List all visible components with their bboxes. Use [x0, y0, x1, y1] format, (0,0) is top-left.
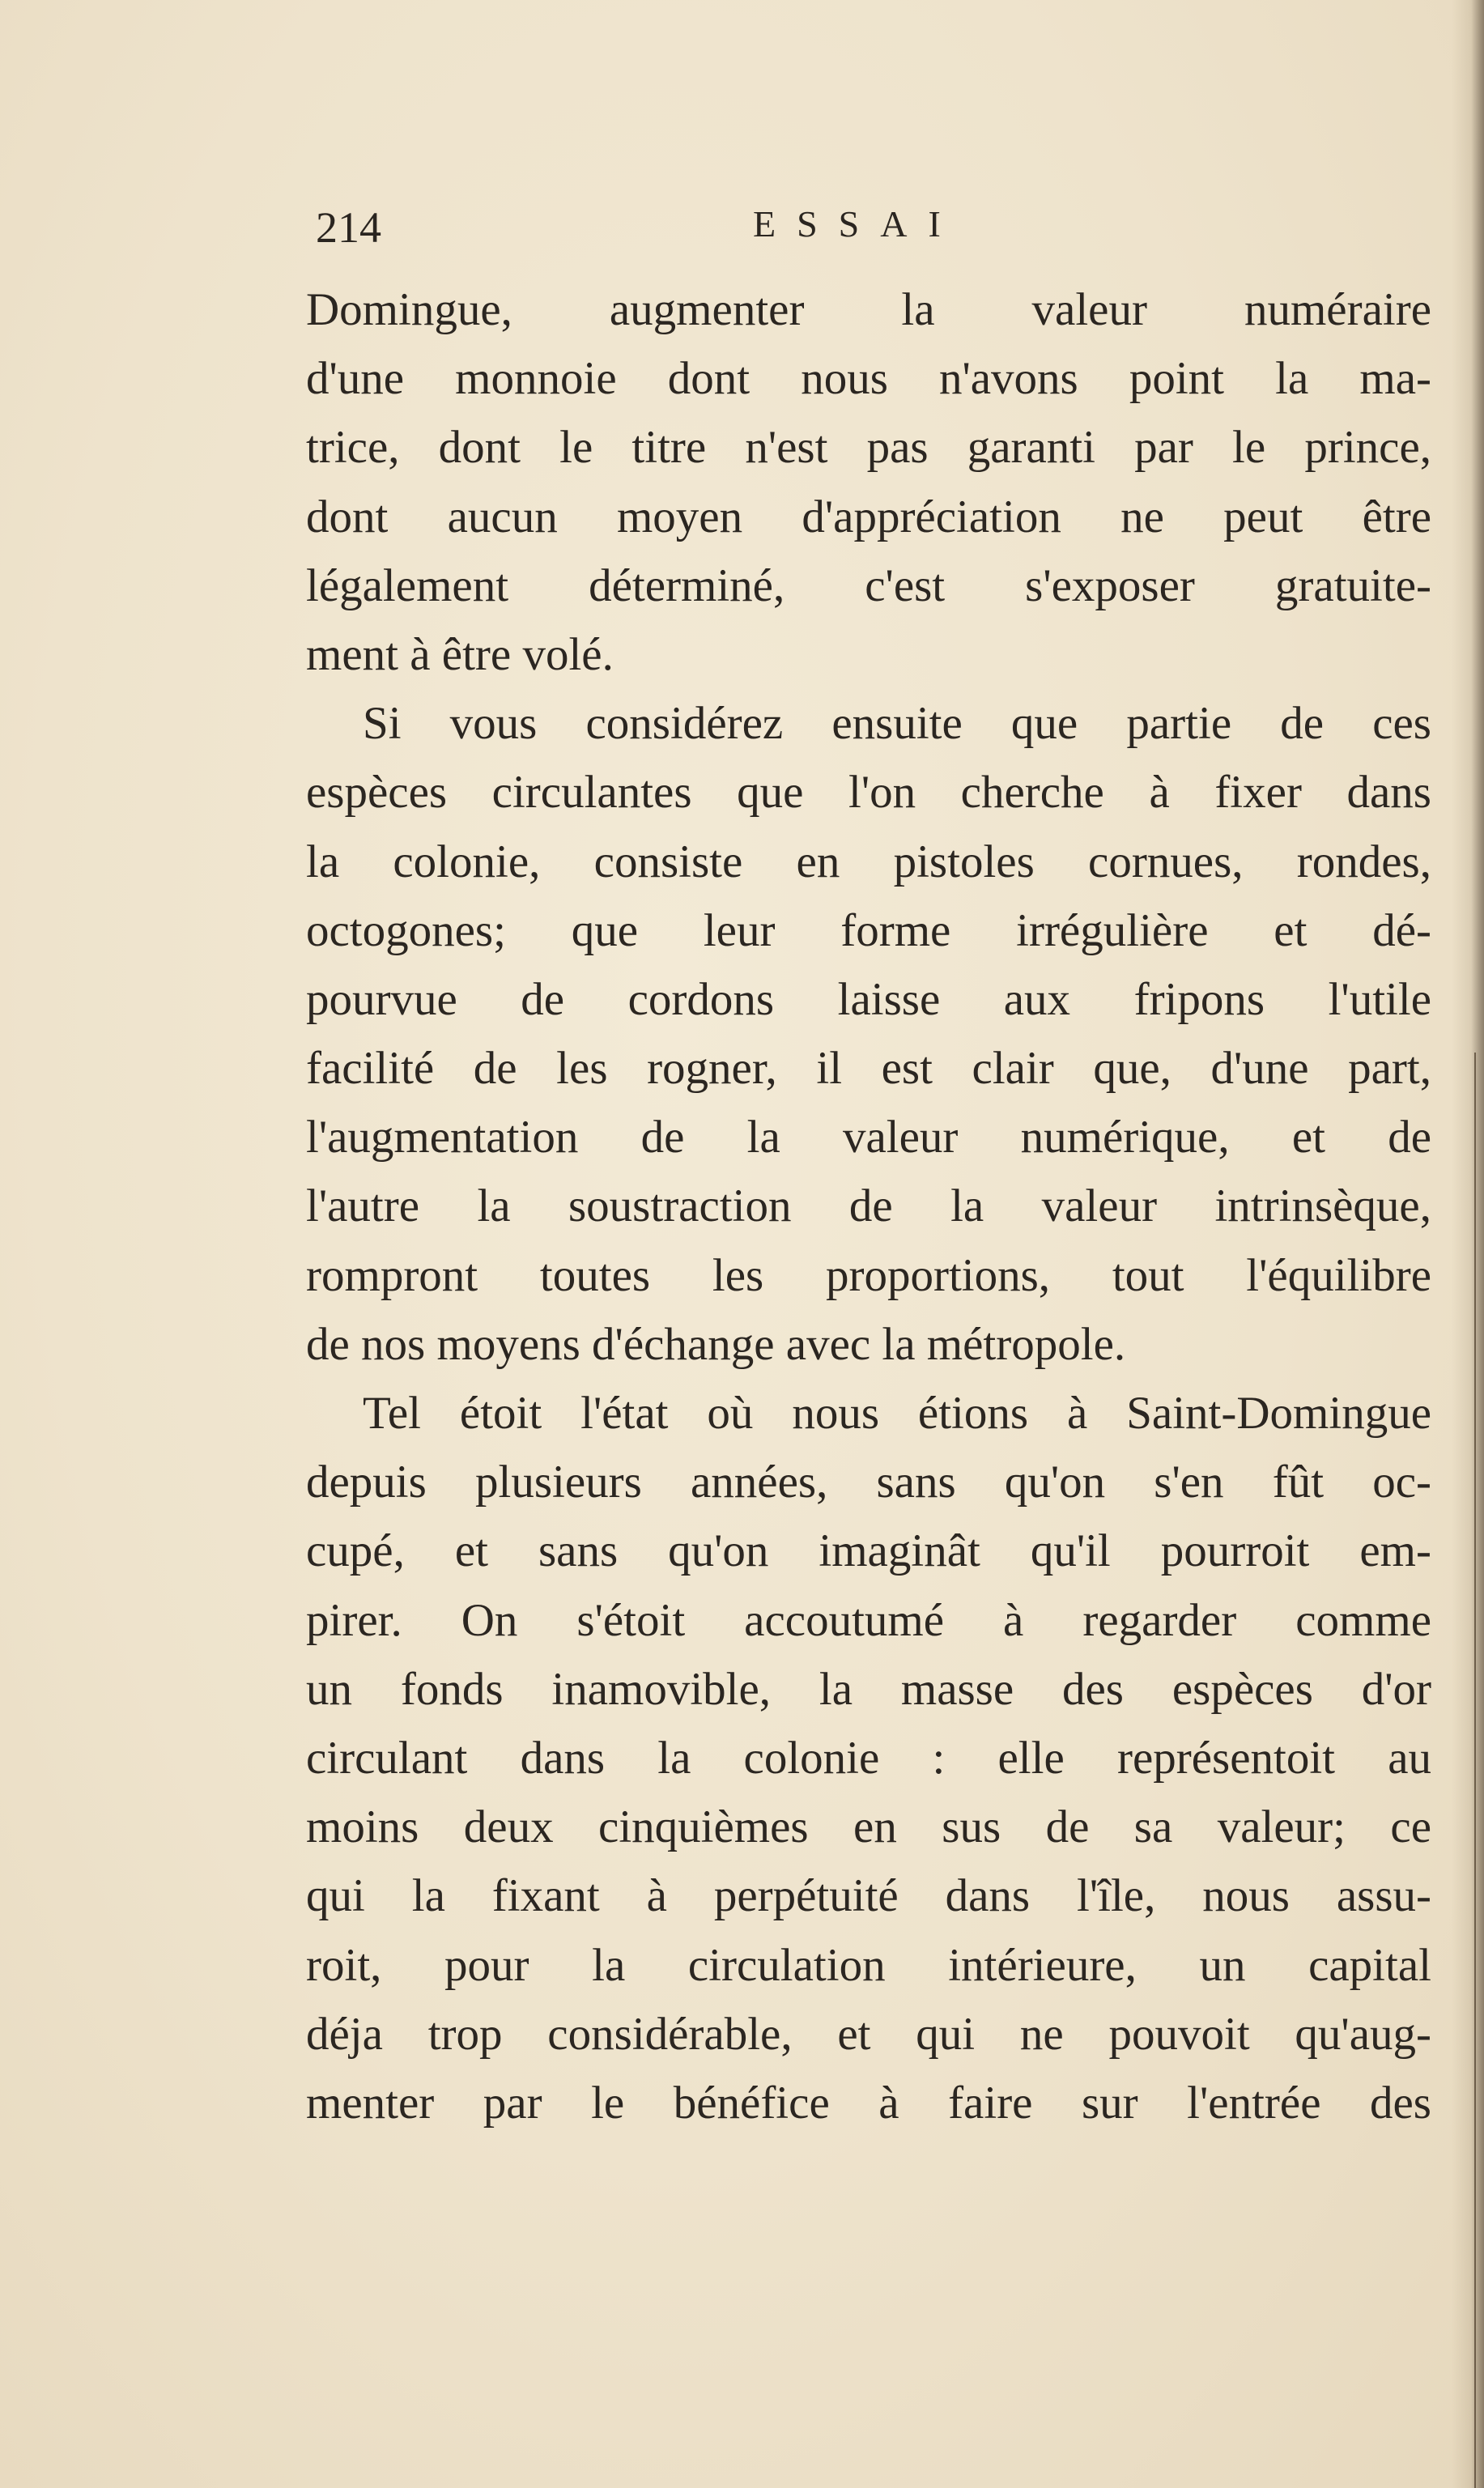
text-line: octogones; que leur forme irrégulière et dé-	[306, 904, 1431, 956]
text-line: circulant dans la colonie : elle représentoit au	[306, 1732, 1431, 1784]
text-line: légalement déterminé, c'est s'exposer gratuite-	[306, 559, 1431, 611]
text-line: la colonie, consiste en pistoles cornues, rondes,	[306, 836, 1431, 887]
text-line: l'augmentation de la valeur numérique, et de	[306, 1112, 1431, 1163]
text-line: moins deux cinquièmes en sus de sa valeur; ce	[306, 1801, 1431, 1853]
text-line: Si vous considérez ensuite que partie de ces	[363, 698, 1431, 750]
text-line: ment à être volé.	[306, 628, 614, 680]
text-line: menter par le bénéfice à faire sur l'entrée des	[306, 2077, 1431, 2129]
text-line: un fonds inamovible, la masse des espèces d'or	[306, 1663, 1431, 1715]
text-line: Tel étoit l'état où nous étions à Saint-Domingue	[363, 1388, 1431, 1439]
page-edge-shadow	[1452, 0, 1484, 2488]
text-line: pourvue de cordons laisse aux fripons l'utile	[306, 973, 1431, 1025]
text-line: de nos moyens d'échange avec la métropole.	[306, 1318, 1126, 1370]
text-line: espèces circulantes que l'on cherche à fixer dans	[306, 767, 1431, 819]
text-line: déja trop considérable, et qui ne pouvoit qu'aug-	[306, 2008, 1431, 2060]
text-line: l'autre la soustraction de la valeur intrinsèque,	[306, 1180, 1431, 1232]
text-line: cupé, et sans qu'on imaginât qu'il pourroit em-	[306, 1525, 1431, 1577]
text-line: roit, pour la circulation intérieure, un capital	[306, 1939, 1431, 1991]
running-head: ESSAI	[753, 203, 962, 245]
page-number: 214	[316, 203, 381, 252]
text-line: rompront toutes les proportions, tout l'équilibre	[306, 1249, 1431, 1301]
text-line: d'une monnoie dont nous n'avons point la ma-	[306, 353, 1431, 405]
page-header	[316, 202, 1449, 267]
page-edge-line	[1474, 1053, 1476, 2488]
text-line: qui la fixant à perpétuité dans l'île, nous assu-	[306, 1870, 1431, 1922]
text-line: facilité de les rogner, il est clair que, d'une part,	[306, 1043, 1431, 1095]
text-line: depuis plusieurs années, sans qu'on s'en fût oc-	[306, 1457, 1431, 1508]
text-line: trice, dont le titre n'est pas garanti par le prince,	[306, 422, 1431, 474]
text-line: Domingue, augmenter la valeur numéraire	[306, 284, 1431, 335]
text-line: pirer. On s'étoit accoutumé à regarder comme	[306, 1594, 1431, 1646]
text-line: dont aucun moyen d'appréciation ne peut être	[306, 491, 1431, 542]
body-text	[306, 275, 1431, 2137]
